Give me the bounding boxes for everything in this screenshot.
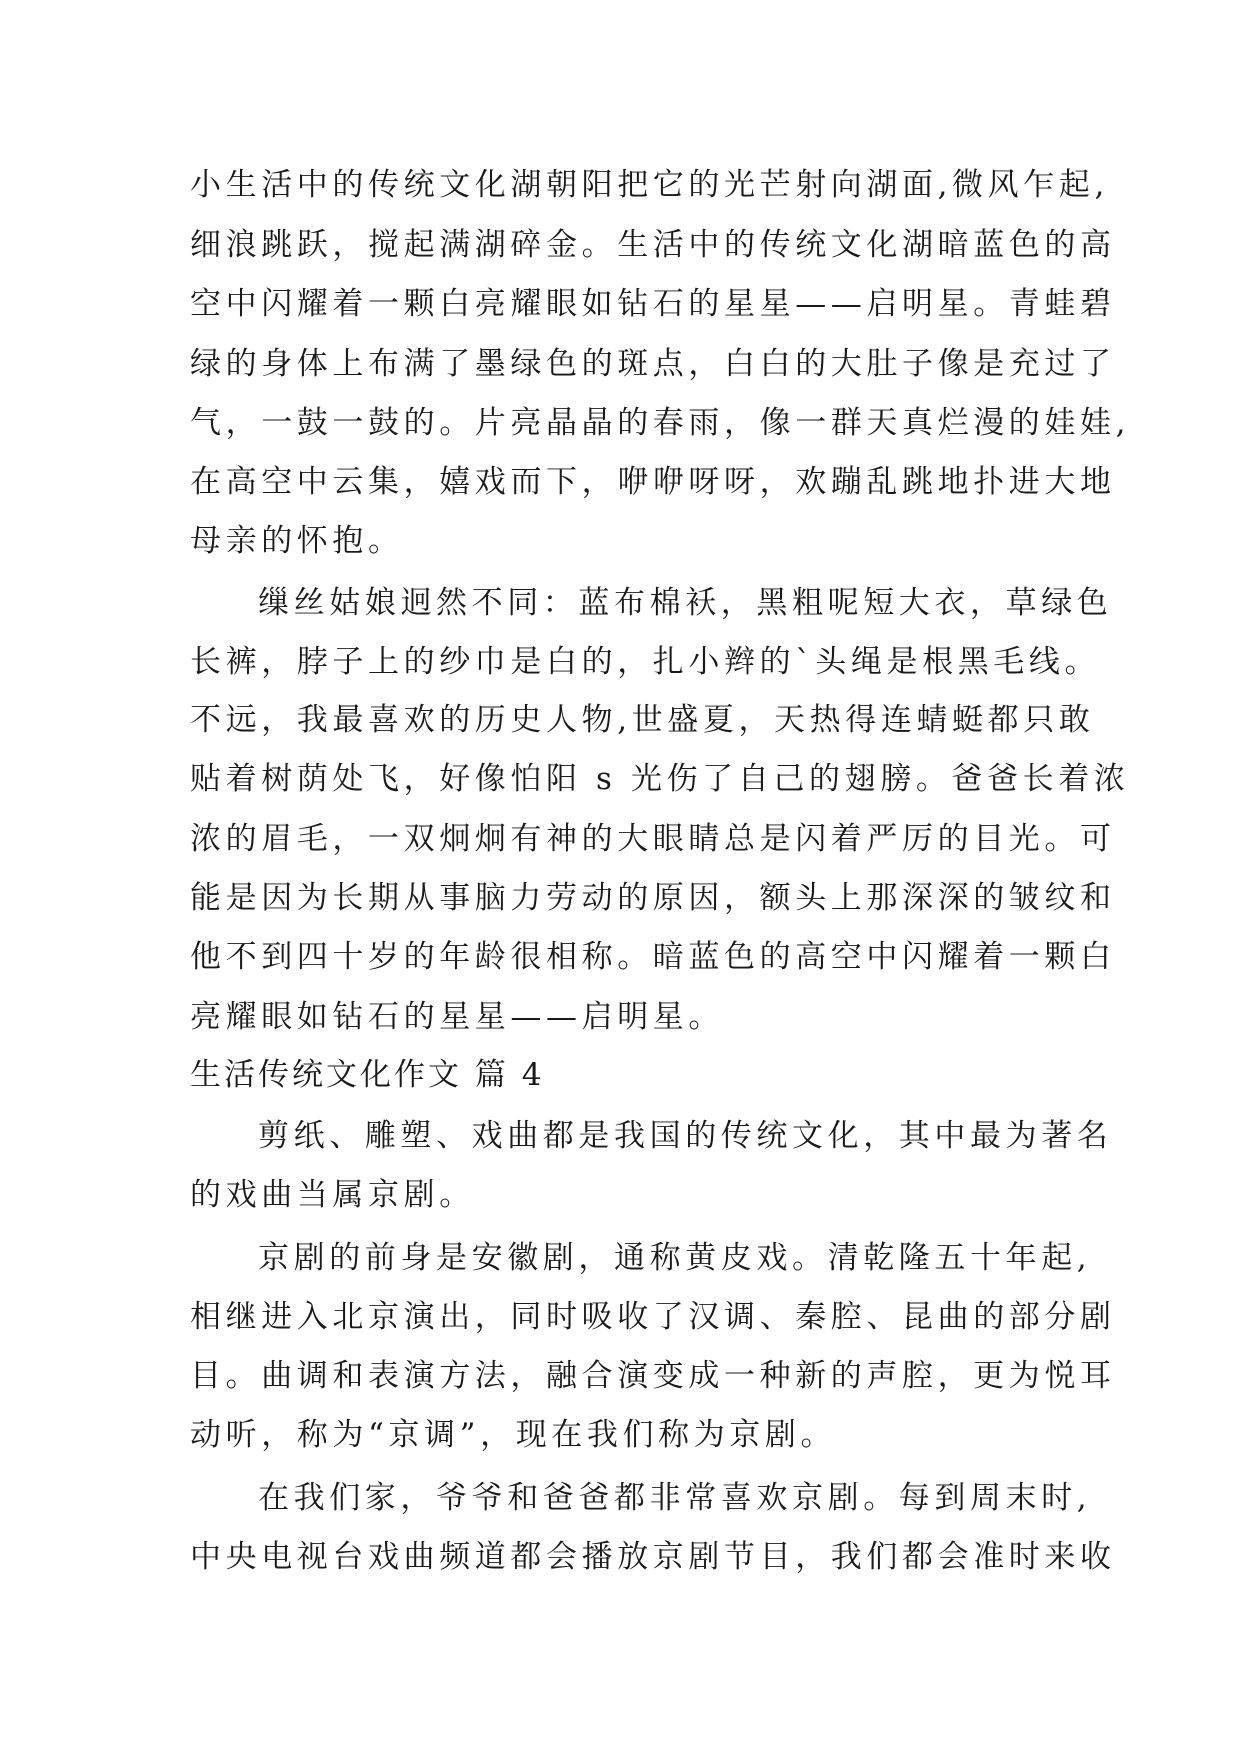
text-line: 母亲的怀抱。 bbox=[190, 523, 404, 559]
text-line: 能是因为长期从事脑力劳动的原因，额头上那深深的皱纹和 bbox=[190, 880, 1116, 916]
text-line: 浓的眉毛，一双炯炯有神的大眼睛总是闪着严厉的目光。可 bbox=[190, 821, 1116, 857]
text-line: 目。曲调和表演方法，融合演变成一种新的声腔，更为悦耳 bbox=[190, 1358, 1116, 1394]
text-line: 细浪跳跃，搅起满湖碎金。生活中的传统文化湖暗蓝色的高 bbox=[190, 227, 1116, 263]
text-line: 不远，我最喜欢的历史人物,世盛夏，天热得连蜻蜓都只敢 bbox=[190, 702, 1095, 738]
text-line: 动听，称为“京调”，现在我们称为京剧。 bbox=[190, 1417, 837, 1453]
text-line: 相继进入北京演出，同时吸收了汉调、秦腔、昆曲的部分剧 bbox=[190, 1299, 1116, 1335]
text-line: 小生活中的传统文化湖朝阳把它的光芒射向湖面,微风乍起, bbox=[190, 167, 1109, 203]
paragraph-first-line: 剪纸、雕塑、戏曲都是我国的传统文化，其中最为著名 bbox=[258, 1118, 1113, 1154]
text-line: 绿的身体上布满了墨绿色的斑点，白白的大肚子像是充过了 bbox=[190, 346, 1116, 382]
paragraph-first-line: 在我们家，爷爷和爸爸都非常喜欢京剧。每到周末时, bbox=[258, 1480, 1092, 1516]
text-line: 空中闪耀着一颗白亮耀眼如钻石的星星——启明星。青蛙碧 bbox=[190, 286, 1116, 322]
paragraph-first-line: 缫丝姑娘迥然不同：蓝布棉袄，黑粗呢短大衣，草绿色 bbox=[258, 585, 1113, 621]
section-heading: 生活传统文化作文 篇 4 bbox=[190, 1057, 545, 1093]
text-line: 在高空中云集，嬉戏而下，咿咿呀呀，欢蹦乱跳地扑进大地 bbox=[190, 464, 1116, 500]
text-line: 贴着树荫处飞，好像怕阳 s 光伤了自己的翅膀。爸爸长着浓 bbox=[190, 761, 1130, 797]
text-line: 气，一鼓一鼓的。片亮晶晶的春雨，像一群天真烂漫的娃娃, bbox=[190, 405, 1131, 441]
text-line: 的戏曲当属京剧。 bbox=[190, 1177, 475, 1213]
text-line: 中央电视台戏曲频道都会播放京剧节目，我们都会准时来收 bbox=[190, 1539, 1116, 1575]
text-line: 长裤，脖子上的纱巾是白的，扎小辫的`头绳是根黑毛线。 bbox=[190, 644, 1101, 680]
text-line: 亮耀眼如钻石的星星——启明星。 bbox=[190, 999, 724, 1035]
paragraph-first-line: 京剧的前身是安徽剧，通称黄皮戏。清乾隆五十年起, bbox=[258, 1240, 1092, 1276]
text-line: 他不到四十岁的年龄很相称。暗蓝色的高空中闪耀着一颗白 bbox=[190, 939, 1116, 975]
